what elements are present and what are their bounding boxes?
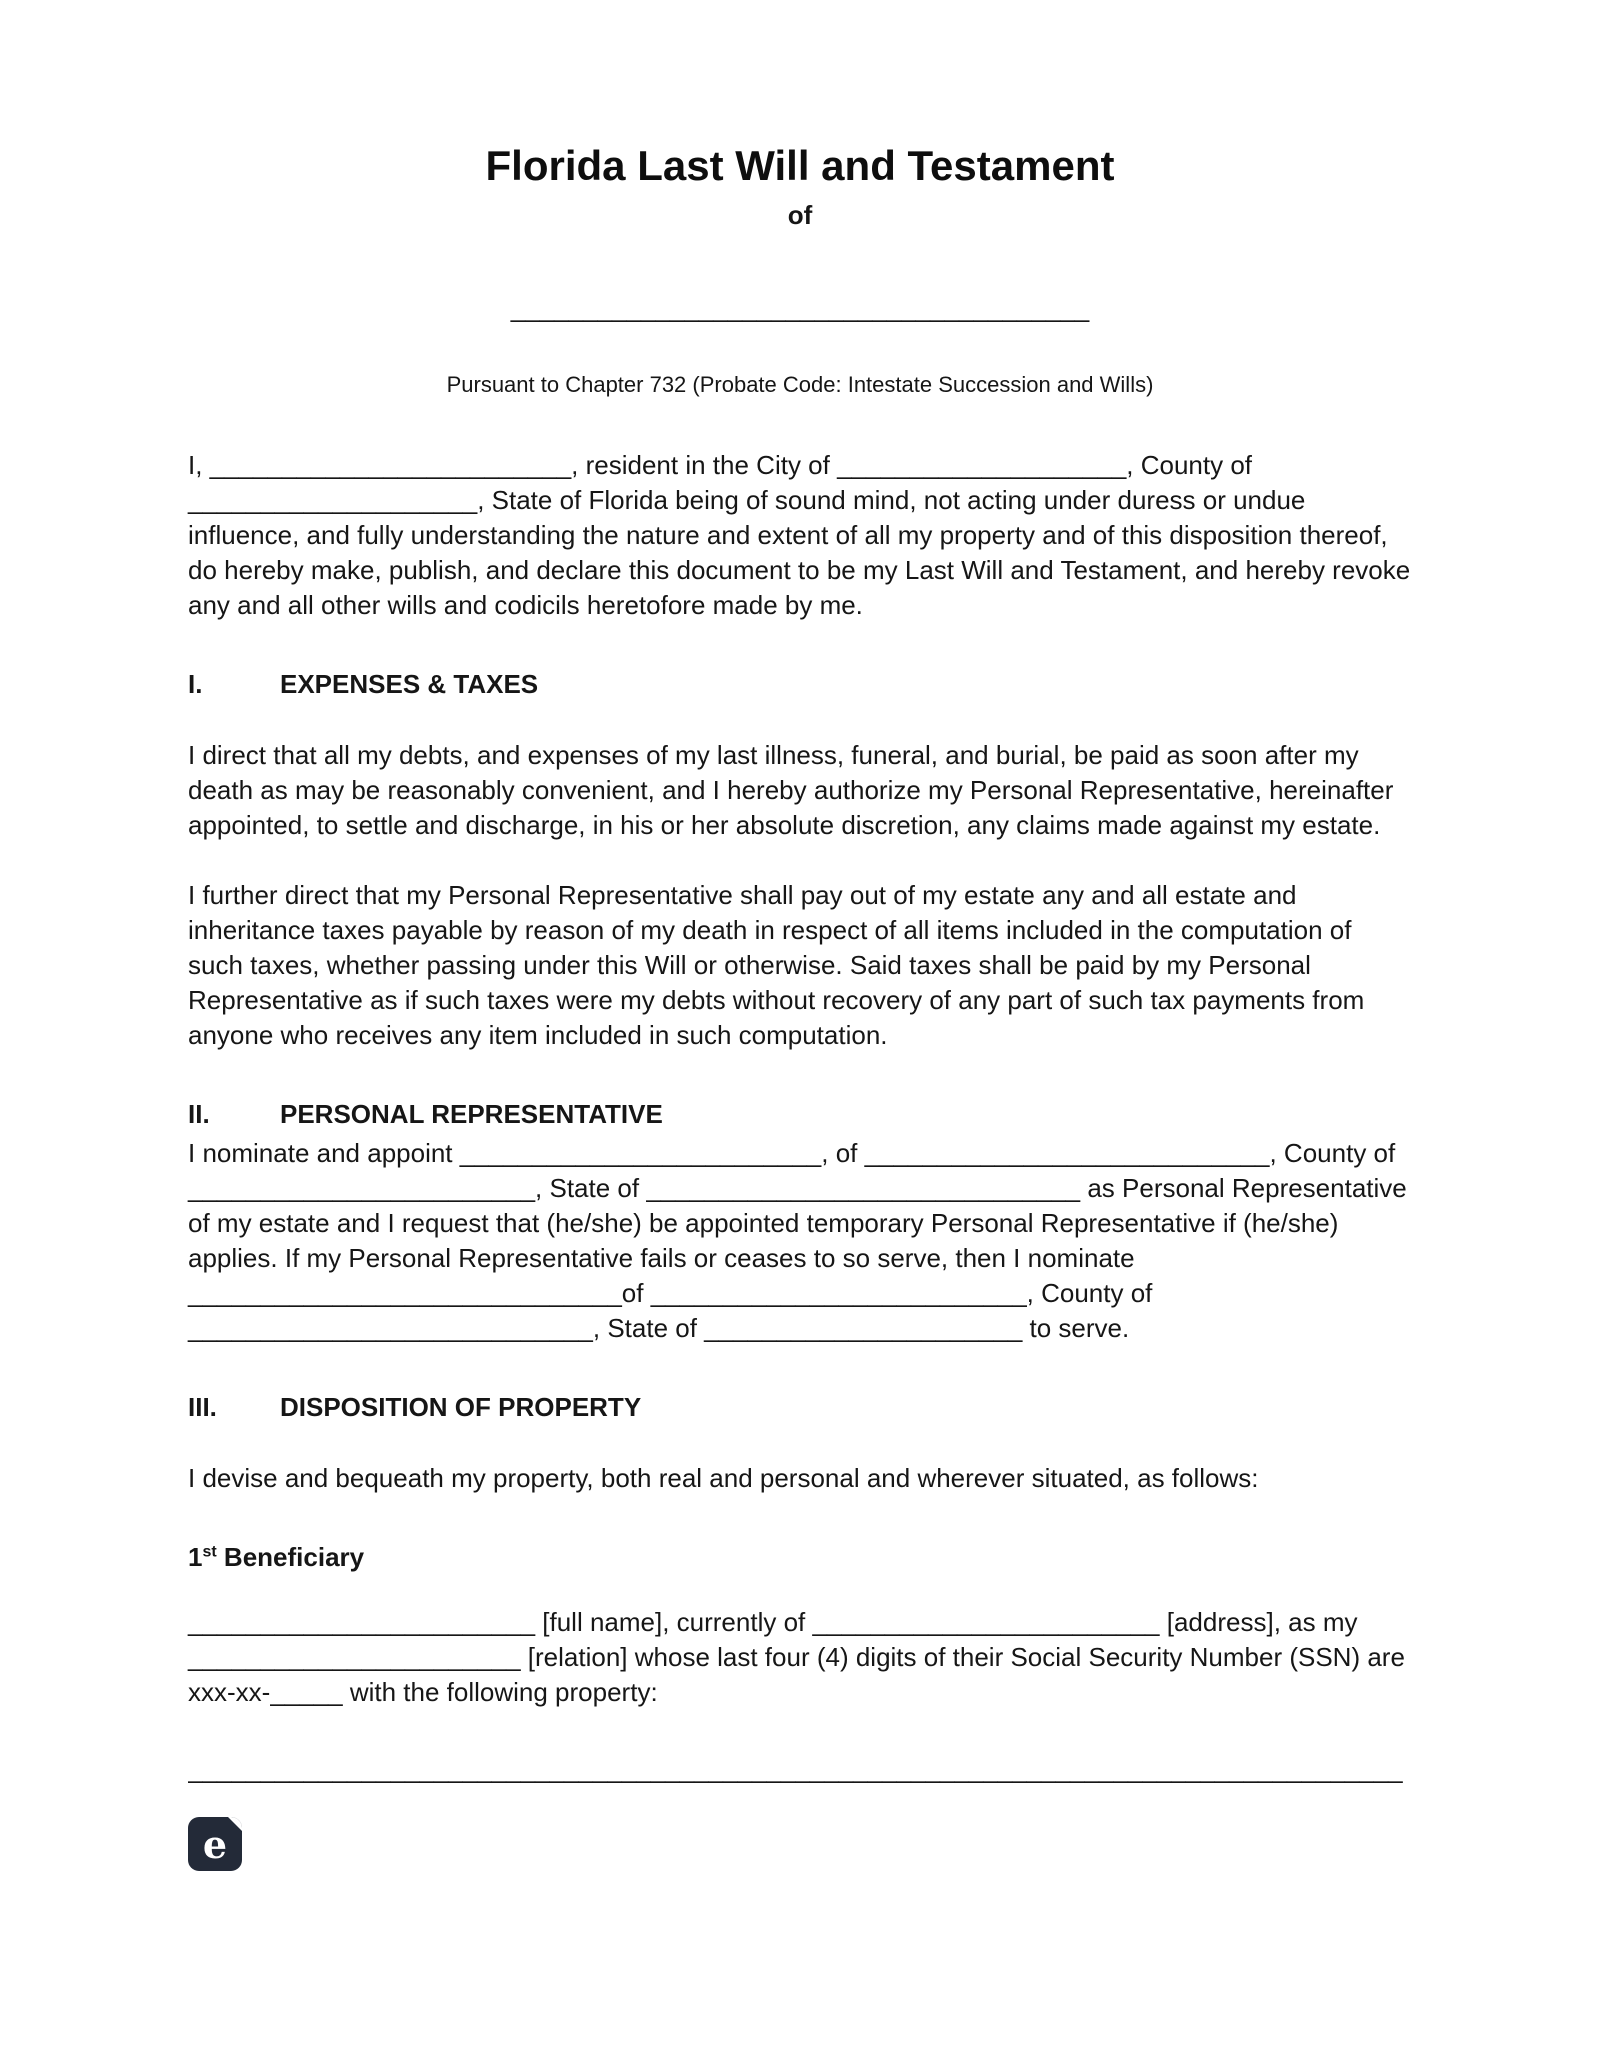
section-1-heading xyxy=(188,667,1412,702)
section-1-paragraph-2: I further direct that my Personal Representative shall pay out of my estate any and all estate and inheritance taxes payable by reason of my death in respect of all items included in the computation of such taxes, whether passing under this Will or otherwise. Said taxes shall be paid by my Personal Representative as if such taxes were my debts without recovery of any part of such tax payments from anyone who receives any item included in such computation. xyxy=(188,880,1365,1050)
of-label: of xyxy=(787,200,813,230)
section-3-numeral: III. xyxy=(188,1392,217,1422)
section-1-numeral: I. xyxy=(188,669,203,699)
section-1-paragraph-1: I direct that all my debts, and expenses of my last illness, funeral, and burial, be paid as soon after my death as may be reasonably convenient, and I hereby authorize my Personal Representative, hereinafter appointed, to settle and discharge, in his or her absolute discretion, any claims made against my estate. xyxy=(188,740,1394,840)
section-1-title: EXPENSES & TAXES xyxy=(280,669,539,699)
section-2-title: PERSONAL REPRESENTATIVE xyxy=(280,1099,663,1129)
beneficiary-paragraph: ________________________ [full name], currently of ________________________ [address], as my _______________________ [relation] whose last four (4) digits of their Social Security Number (SSN) are xxx-xx-_____ with the following property: xyxy=(188,1607,1405,1707)
first-beneficiary-heading xyxy=(188,1540,1412,1575)
section-2-numeral: II. xyxy=(188,1099,210,1129)
eforms-logo-fold-icon xyxy=(228,1817,242,1831)
pursuant-statute-line: Pursuant to Chapter 732 (Probate Code: Intestate Succession and Wills) xyxy=(446,372,1154,397)
beneficiary-number: 1 xyxy=(188,1542,203,1572)
section-2-heading xyxy=(188,1097,1412,1132)
section-3-paragraph-1: I devise and bequeath my property, both real and personal and wherever situated, as follows: xyxy=(188,1463,1259,1493)
section-3-title: DISPOSITION OF PROPERTY xyxy=(280,1392,642,1422)
section-3-heading xyxy=(188,1390,1412,1425)
eforms-logo xyxy=(188,1817,242,1871)
beneficiary-label: Beneficiary xyxy=(216,1542,365,1572)
eforms-logo-letter: e xyxy=(202,1822,228,1867)
opening-paragraph: I, _________________________, resident in the City of ____________________, County of ____________________, State of Florida being of sound mind, not acting under duress or undue influence, and fully understanding the nature and extent of all my property and of this disposition thereof, do hereby make, publish, and declare this document to be my Last Will and Testament, and hereby revoke any and all other wills and codicils heretofore made by me. xyxy=(188,450,1411,620)
section-2-paragraph-1: I nominate and appoint _________________________, of ____________________________, County of ________________________, State of ______________________________ as Personal Representative of my estate and I request that (he/she) be appointed temporary Personal Representative if (he/she) applies. If my Personal Representative fails or ceases to so serve, then I nominate ______________________________of __________________________, County of ____________________________, State of ______________________ to serve. xyxy=(188,1138,1407,1343)
beneficiary-ordinal-suffix: st xyxy=(202,1543,217,1561)
property-blank-line: ____________________________________________________________________________________ xyxy=(188,1754,1403,1784)
document-title: Florida Last Will and Testament xyxy=(485,142,1115,189)
testator-name-blank: ________________________________________ xyxy=(510,293,1090,323)
